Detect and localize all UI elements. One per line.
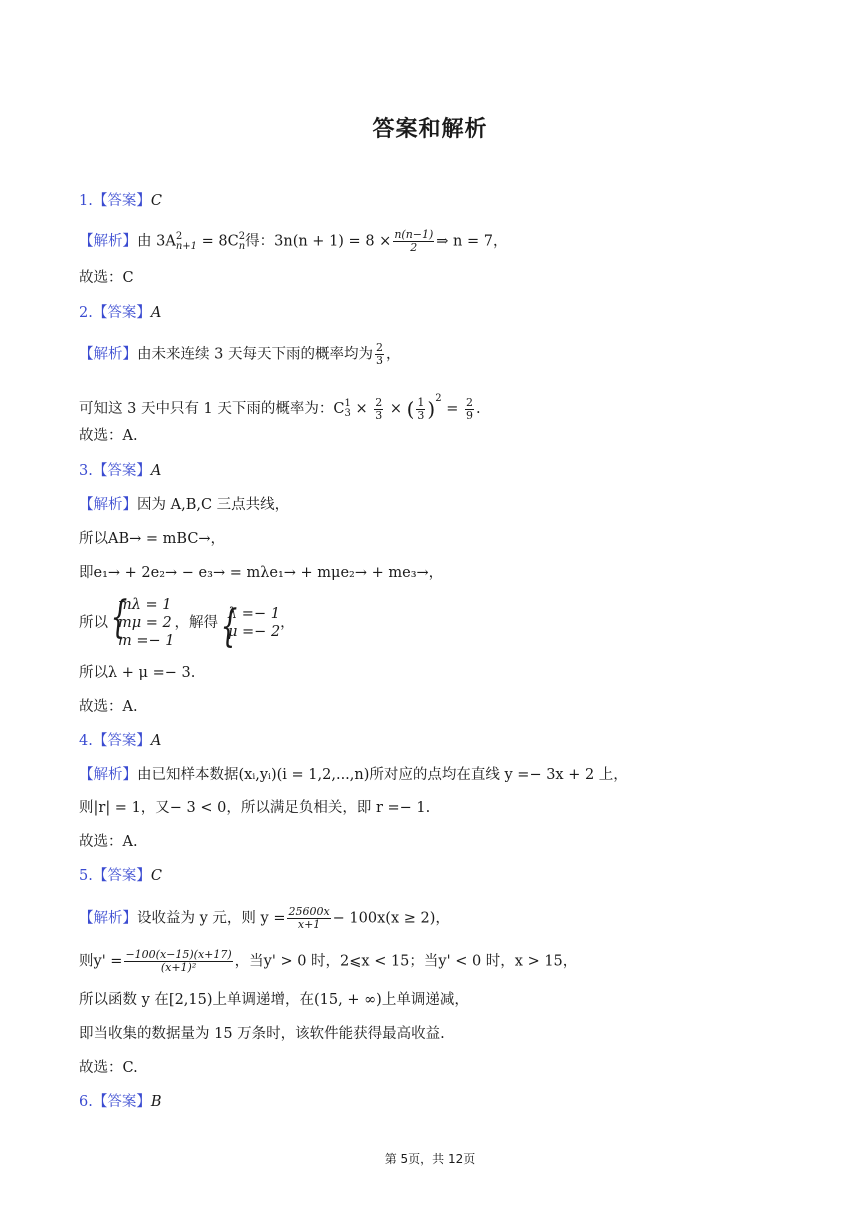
q4-line1: 由已知样本数据(xᵢ,yᵢ)(i = 1,2,...,n)所对应的点均在直线 y =− 3x + 2 上， xyxy=(137,767,628,783)
q3-analysis xyxy=(79,495,289,515)
q5-line1-end: − 100x(x ≥ 2)， xyxy=(332,910,450,927)
q3-answer-label: 3.【答案】 xyxy=(79,463,151,479)
q5-frac2-num: −100(x−15)(x+17) xyxy=(125,948,232,961)
q3-sys1-row: m =− 1 xyxy=(118,633,175,649)
q2-f2-den: 3 xyxy=(417,408,425,422)
page-title: 答案和解析 xyxy=(372,117,488,142)
q3-answer xyxy=(79,461,161,481)
q2-c-sup: 1 xyxy=(344,398,351,409)
q2-choose: 故选：A. xyxy=(79,428,138,444)
q2-frac1 xyxy=(374,397,383,422)
q2-times: × xyxy=(350,401,373,417)
q3-system-2 xyxy=(218,605,280,641)
q1-analysis xyxy=(79,229,507,254)
q2-line2-end: . xyxy=(475,401,481,417)
q2-text-end: ， xyxy=(385,346,401,363)
q1-analysis-label: 【解析】 xyxy=(79,233,137,250)
q1-text-end: ⇒ n = 7， xyxy=(436,233,508,250)
q1-answer-value: C xyxy=(150,193,162,209)
q2-answer-label: 2.【答案】 xyxy=(79,305,151,321)
q5-line1: 设收益为 y 元，则 y = xyxy=(137,910,286,927)
q3-sys-prefix: 所以 xyxy=(79,615,108,631)
q2-eq: = xyxy=(441,401,463,417)
q3-sys-mid: ，解得 xyxy=(174,615,218,631)
q3-system xyxy=(79,596,295,650)
q5-answer xyxy=(79,866,162,886)
q3-choose: 故选：A. xyxy=(79,699,138,715)
q5-answer-label: 5.【答案】 xyxy=(79,868,151,884)
q1-text-mid: = 8C xyxy=(197,233,239,250)
q3-sys1-row: mμ = 2 xyxy=(118,615,172,631)
q5-line2-prefix: 则y' = xyxy=(79,953,123,970)
q1-a-sup: 2 xyxy=(175,230,183,242)
q3-answer-value: A xyxy=(150,463,162,479)
q4-answer-label: 4.【答案】 xyxy=(79,733,151,749)
q3-system-1 xyxy=(108,596,175,650)
q4-answer xyxy=(79,731,161,751)
q2-frac-num: 2 xyxy=(375,341,383,354)
q5-frac2 xyxy=(124,949,232,974)
q2-analysis-label: 【解析】 xyxy=(79,346,137,363)
q2-c-sub: 3 xyxy=(344,408,351,419)
q5-line3: 所以函数 y 在[2,15)上单调递增，在(15, + ∞)上单调递减， xyxy=(79,992,469,1008)
q3-sys2-row: μ =− 2 xyxy=(228,624,281,640)
q4-analysis xyxy=(79,765,628,785)
q2-answer xyxy=(79,303,161,323)
q2-f3-num: 2 xyxy=(465,395,473,409)
q5-frac1 xyxy=(287,906,330,931)
q4-analysis-label: 【解析】 xyxy=(79,767,137,783)
q2-analysis xyxy=(79,342,400,367)
q2-pow: 2 xyxy=(435,393,442,404)
q5-line4: 即当收集的数据量为 15 万条时，该软件能获得最高收益. xyxy=(79,1026,445,1042)
q5-line2-end: ，当y' > 0 时，2⩽x < 15；当y' < 0 时，x > 15， xyxy=(234,953,578,970)
q3-sys1-row: { mλ = 1 xyxy=(118,597,172,613)
q1-c-sup: 2 xyxy=(238,230,246,242)
q2-text: 由未来连续 3 天每天下雨的概率均为 xyxy=(137,346,373,363)
q1-text: 由 3A xyxy=(137,233,176,250)
q2-frac2 xyxy=(416,397,425,422)
q3-line3: 即e₁→ + 2e₂→ − e₃→ = mλe₁→ + mμe₂→ + me₃→， xyxy=(79,565,444,581)
q2-f1-num: 2 xyxy=(375,395,383,409)
q3-line5: 所以λ + μ =− 3. xyxy=(79,665,196,681)
q4-line2: 则|r| = 1，又− 3 < 0，所以满足负相关，即 r =− 1. xyxy=(79,800,431,816)
q5-analysis xyxy=(79,906,450,931)
q2-paren-close: ) xyxy=(427,397,436,421)
q5-choose: 故选：C. xyxy=(79,1060,138,1076)
q2-fraction xyxy=(375,342,384,367)
q5-frac2-den: (x+1)² xyxy=(160,961,197,974)
q5-line2 xyxy=(79,949,577,974)
q1-c-sub: n xyxy=(238,240,246,252)
q1-answer-label: 1.【答案】 xyxy=(79,193,151,209)
q1-text-get: 得：3n(n + 1) = 8 × xyxy=(245,233,392,250)
page-footer: 第 5页，共 12页 xyxy=(384,1152,476,1166)
q5-analysis-label: 【解析】 xyxy=(79,910,137,927)
q2-frac-den: 3 xyxy=(375,354,383,367)
q3-line1: 因为 A,B,C 三点共线， xyxy=(137,497,290,513)
q6-answer xyxy=(79,1092,162,1112)
q2-line2-text: 可知这 3 天中只有 1 天下雨的概率为：C xyxy=(79,401,345,417)
q2-paren-open: ( xyxy=(406,397,415,421)
q6-answer-value: B xyxy=(150,1094,162,1110)
q3-sys-end: ， xyxy=(280,615,295,631)
q3-sys2-row: { λ =− 1 xyxy=(228,606,280,622)
q1-frac-num: n(n−1) xyxy=(394,228,434,241)
q3-line2: 所以AB→ = mBC→， xyxy=(79,531,226,547)
q2-times2: × xyxy=(385,401,407,417)
q3-analysis-label: 【解析】 xyxy=(79,497,137,513)
q2-f2-num: 1 xyxy=(417,395,425,409)
q1-answer xyxy=(79,191,162,211)
q1-frac-den: 2 xyxy=(410,241,418,254)
q6-answer-label: 6.【答案】 xyxy=(79,1094,151,1110)
q2-line2 xyxy=(79,389,481,422)
q5-frac1-den: x+1 xyxy=(297,918,321,931)
q1-fraction xyxy=(393,229,434,254)
q5-frac1-num: 25600x xyxy=(288,905,330,918)
q2-f3-den: 9 xyxy=(465,408,473,422)
q5-answer-value: C xyxy=(150,868,162,884)
q2-frac3 xyxy=(465,397,474,422)
q2-answer-value: A xyxy=(150,305,162,321)
q1-choose: 故选：C xyxy=(79,270,134,286)
q4-answer-value: A xyxy=(150,733,162,749)
q2-f1-den: 3 xyxy=(375,408,383,422)
q4-choose: 故选：A. xyxy=(79,834,138,850)
q1-a-sub: n+1 xyxy=(175,240,197,252)
